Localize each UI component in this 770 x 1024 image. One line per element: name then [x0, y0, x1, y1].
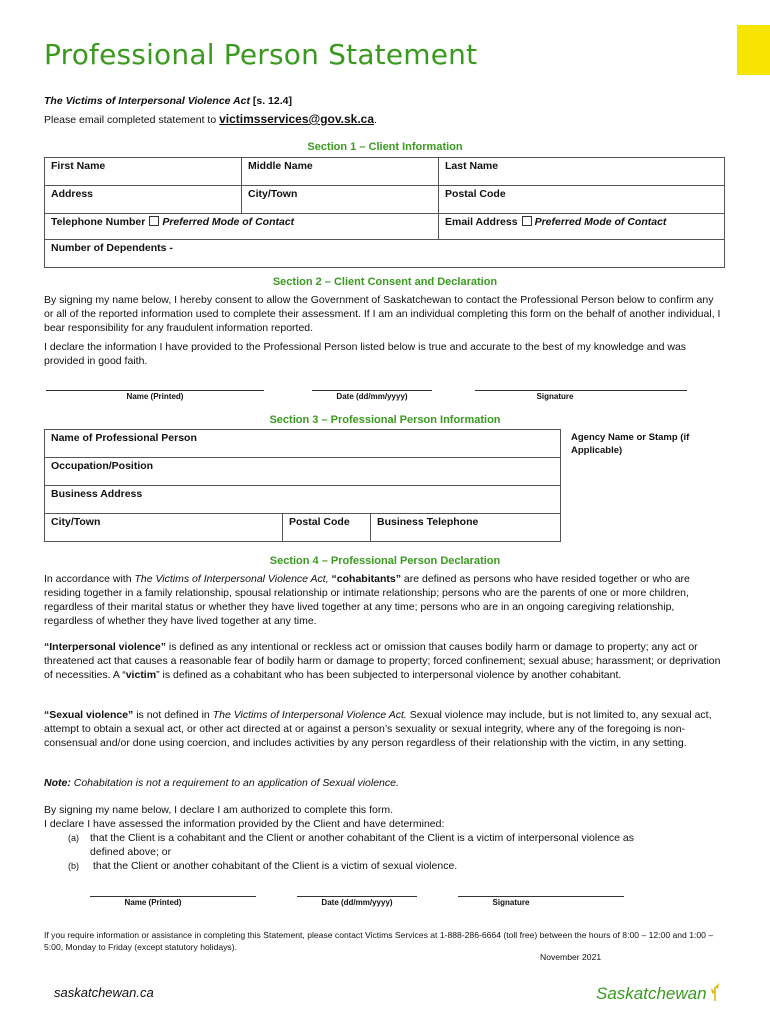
- postal-code-field[interactable]: Postal Code: [439, 186, 725, 214]
- act-name: The Victims of Interpersonal Violence Act: [44, 95, 250, 107]
- professional-name-line[interactable]: [90, 896, 256, 897]
- professional-signature-line[interactable]: [458, 896, 624, 897]
- professional-name-label: Name (Printed): [124, 898, 182, 907]
- section1-title: Section 1 – Client Information: [307, 141, 463, 153]
- business-city-field[interactable]: City/Town: [45, 514, 283, 542]
- email-suffix: .: [374, 114, 377, 126]
- client-date-label: Date (dd/mm/yyyy): [336, 392, 408, 401]
- item-b-text: that the Client or another cohabitant of the Client is a victim of sexual violence.: [93, 860, 458, 872]
- revision-date: November 2021: [540, 952, 602, 962]
- business-address-field[interactable]: Business Address: [45, 486, 561, 514]
- telephone-preferred-checkbox[interactable]: [149, 216, 159, 226]
- declaration-paragraph: I declare the information I have provided to the Professional Person listed below is true and accurate to the best of my knowledge and was provided in good faith.: [44, 341, 687, 367]
- cohabitants-paragraph: In accordance with The Victims of Interpersonal Violence Act, “cohabitants” are defined as persons who have resided together or who are residing together in a family relationship, spousal relationship or intimate relationship; persons who are the parents of one or more children, regardless of their marital status or whether they have lived together at any time; persons who are in an ongoing caregiving relationship, regardless of whether they have lived together at any time.: [44, 573, 690, 627]
- email-preferred-checkbox[interactable]: [522, 216, 532, 226]
- professional-date-label: Date (dd/mm/yyyy): [321, 898, 393, 907]
- saskatchewan-logo: [596, 983, 721, 1004]
- item-b-label: (b): [68, 861, 79, 871]
- logo-text: Saskatchewan: [596, 984, 707, 1003]
- section2-title: Section 2 – Client Consent and Declaration: [272, 276, 498, 288]
- website-link[interactable]: saskatchewan.ca: [54, 985, 154, 1000]
- email-prefix: Please email completed statement to: [44, 114, 220, 126]
- telephone-field[interactable]: [45, 214, 439, 240]
- page-title: Professional Person Statement: [44, 38, 478, 71]
- item-a-label: (a): [68, 833, 79, 843]
- wheat-icon: [709, 983, 721, 1001]
- client-name-label: Name (Printed): [126, 392, 184, 401]
- city-field[interactable]: City/Town: [242, 186, 439, 214]
- telephone-preferred-label: Preferred Mode of Contact: [162, 216, 295, 228]
- interpersonal-violence-paragraph: “Interpersonal violence” is defined as any intentional or reckless act or omission that causes bodily harm or damage to property; any act or threatened act that causes a reasonable fear of bodily harm or damage to property; forced confinement; sexual abuse; harassment; or deprivation of necessities. A “victim” is defined as a cohabitant who has been subjected to interpersonal violence by another cohabitant.: [44, 641, 721, 681]
- client-signature-line[interactable]: [475, 390, 687, 391]
- dependents-field[interactable]: Number of Dependents -: [45, 240, 725, 268]
- yellow-corner-tab: [737, 25, 770, 75]
- email-address-label: Email Address: [445, 216, 518, 228]
- consent-paragraph: By signing my name below, I hereby consent to allow the Government of Saskatchewan to contact the Professional Person below to confirm any or all of the reported information used to complete their assessment. If I am an individual completing this form on the behalf of another individual, I bear responsibility for any fraudulent information reported.: [44, 294, 721, 334]
- email-address-field[interactable]: [439, 214, 725, 240]
- help-footer: If you require information or assistance in completing this Statement, please contact Victims Services at 1-888-286-6664 (toll free) between the hours of 8:00 – 12:00 and 1:00 – 5:00, Monday to Friday (except statutory holidays).: [44, 930, 714, 952]
- professional-name-field[interactable]: Name of Professional Person: [45, 430, 561, 458]
- business-telephone-field[interactable]: Business Telephone: [371, 514, 561, 542]
- note-line: Note: Cohabitation is not a requirement to an application of Sexual violence.: [44, 777, 399, 789]
- client-info-table: [44, 157, 725, 268]
- last-name-field[interactable]: Last Name: [439, 158, 725, 186]
- section3-title: Section 3 – Professional Person Information: [269, 414, 501, 426]
- email-link[interactable]: victimsservices@gov.sk.ca: [219, 112, 375, 126]
- client-date-line[interactable]: [312, 390, 432, 391]
- business-postal-field[interactable]: Postal Code: [283, 514, 371, 542]
- section4-title: Section 4 – Professional Person Declaration: [269, 555, 501, 567]
- telephone-label: Telephone Number: [51, 216, 146, 228]
- professional-info-table: [44, 429, 561, 542]
- authorized-declaration: By signing my name below, I declare I am authorized to complete this form.: [44, 804, 393, 816]
- occupation-field[interactable]: Occupation/Position: [45, 458, 561, 486]
- act-section: [s. 12.4]: [249, 95, 292, 107]
- client-name-line[interactable]: [46, 390, 264, 391]
- agency-stamp-area[interactable]: Agency Name or Stamp (if Applicable): [571, 432, 690, 456]
- first-name-field[interactable]: First Name: [45, 158, 242, 186]
- item-a-text: that the Client is a cohabitant and the Client or another cohabitant of the Client is a victim of interpersonal violence as defined above; or: [90, 832, 634, 858]
- address-field[interactable]: Address: [45, 186, 242, 214]
- middle-name-field[interactable]: Middle Name: [242, 158, 439, 186]
- email-instruction: [44, 112, 377, 126]
- sexual-violence-paragraph: “Sexual violence” is not defined in The Victims of Interpersonal Violence Act. Sexual violence may include, but is not limited to, any sexual act, attempt to obtain a sexual act, or other act directed at or against a person’s sexuality or sexual integrity, where any of the foregoing is non-consensual and/or done using coercion, and includes activities by any person regardless of their relationship with the victim, in any setting.: [44, 709, 712, 749]
- assessment-declaration: I declare I have assessed the information provided by the Client and have determined:: [44, 818, 445, 830]
- client-signature-label: Signature: [536, 392, 574, 401]
- professional-signature-label: Signature: [492, 898, 530, 907]
- professional-date-line[interactable]: [297, 896, 417, 897]
- act-reference: [44, 95, 292, 107]
- email-preferred-label: Preferred Mode of Contact: [534, 216, 667, 228]
